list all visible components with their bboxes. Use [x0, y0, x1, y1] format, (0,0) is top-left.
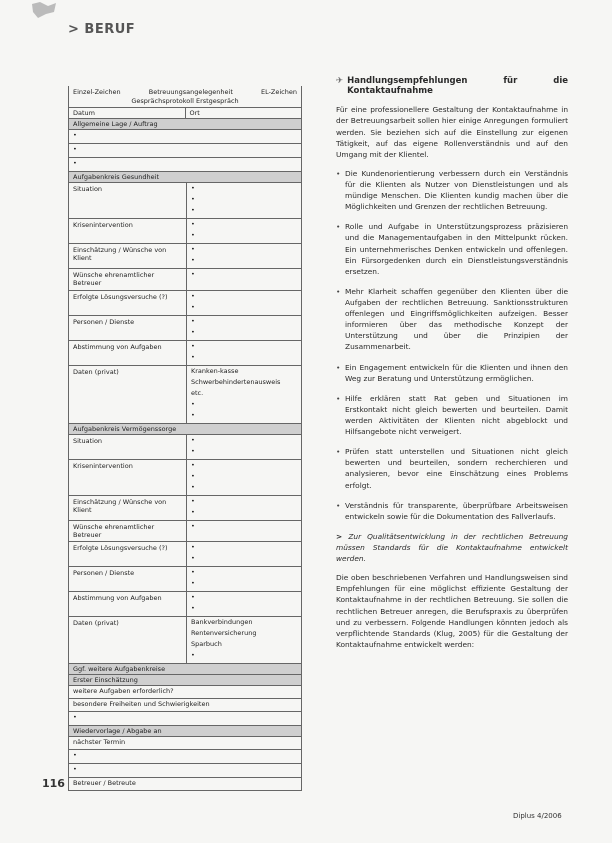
bullet-line: • [191, 553, 195, 562]
bullet-line: • [191, 206, 195, 215]
form-row [69, 592, 301, 617]
row-values [187, 291, 301, 315]
bullet-line: • [69, 158, 301, 172]
plain-line: weitere Aufgaben erforderlich? [69, 686, 301, 699]
row-value: • [191, 399, 195, 408]
form-subtitle: Gesprächsprotokoll Erstgespräch [69, 96, 301, 108]
form-row [69, 366, 301, 424]
bullet-line: • [191, 435, 195, 444]
form-row [69, 183, 301, 219]
article [336, 76, 568, 658]
form-row [69, 435, 301, 460]
bullet-line: • [191, 270, 195, 279]
bullet-line: • [191, 578, 195, 587]
row-values [187, 183, 301, 218]
row-label: Wünsche ehrenamtlicher Betreuer [69, 521, 187, 541]
bullet-line: • [69, 130, 301, 144]
plain-line: Betreuer / Betreute [69, 778, 301, 791]
article-title: Handlungsempfehlungen für die Kontaktaufnahme [347, 76, 568, 97]
section-assets-rows [69, 435, 301, 617]
row-values [187, 366, 301, 423]
row-value: • [191, 650, 195, 659]
row-label: Einschätzung / Wünsche von Klient [69, 496, 187, 520]
row-values [187, 521, 301, 541]
row-label: Abstimmung von Aufgaben [69, 341, 187, 365]
bullet-line: • [191, 245, 195, 254]
recommendation-item: • Prüfen statt unterstellen und Situationen nicht gleich bewerten und beurteilen, sondern recherchieren und analysieren, bevor eine Einschätzung eines Problems erfolgt. [336, 446, 568, 490]
row-value: etc. [191, 388, 204, 397]
bullet-line: • [191, 327, 195, 336]
row-value: Kranken-kasse [191, 366, 239, 375]
row-label: Krisenintervention [69, 460, 187, 495]
row-label: Wünsche ehrenamtlicher Betreuer [69, 269, 187, 289]
row-label: Situation [69, 183, 187, 218]
row-label: Abstimmung von Aufgaben [69, 592, 187, 616]
row-label: Personen / Dienste [69, 316, 187, 340]
bullet-line: • [191, 603, 195, 612]
row-values [187, 316, 301, 340]
form-row [69, 269, 301, 290]
row-label: Personen / Dienste [69, 567, 187, 591]
row-values [187, 496, 301, 520]
row-values [187, 460, 301, 495]
bullet-line: • [69, 764, 301, 778]
bullet-line: • [191, 507, 195, 516]
bullet-line: • [191, 291, 195, 300]
bullet-line: • [191, 184, 195, 193]
row-values [187, 592, 301, 616]
form-row [69, 460, 301, 496]
section-health-band: Aufgabenkreis Gesundheit [69, 172, 301, 183]
row-label: Einschätzung / Wünsche von Klient [69, 244, 187, 268]
recommendation-list [336, 168, 568, 522]
note-text: Zur Qualitätsentwicklung in der rechtlichen Betreuung müssen Standards für die Kontaktaufnahme entwickelt werden. [336, 531, 569, 564]
bullet-line: • [191, 542, 195, 551]
form-row [69, 496, 301, 521]
arrow-icon: > [336, 531, 349, 541]
date-label: Datum [69, 108, 186, 118]
bullet-line: • [69, 750, 301, 764]
row-label: Daten (privat) [69, 366, 187, 423]
bullet-line: • [191, 496, 195, 505]
form-header [69, 86, 301, 96]
form-row [69, 567, 301, 592]
protocol-form [68, 86, 302, 791]
recommendation-item: • Mehr Klarheit schaffen gegenüber den Klienten über die Aufgaben der rechtlichen Betreuung. Sanktionsstrukturen offenlegen und Eingriffsmöglichkeiten aufzeigen. Besser informieren über das methodische Konzept der Unterstützung und über die Prinzipien der Zusammenarbeit. [336, 286, 568, 353]
place-label: Ort [189, 109, 200, 118]
form-head-mid: Betreuungsangelegenheit [148, 88, 233, 96]
row-values [187, 269, 301, 289]
form-row [69, 316, 301, 341]
article-note [336, 531, 568, 564]
recommendation-item: • Verständnis für transparente, überprüfbare Arbeitsweisen entwickeln sowie für die Dokumentation des Fallverlaufs. [336, 500, 568, 522]
bullet-line: • [191, 521, 195, 530]
form-head-left: Einzel-Zeichen [73, 88, 121, 96]
bullet-line: • [191, 460, 195, 469]
bullet-line: • [191, 471, 195, 480]
row-values [187, 341, 301, 365]
article-heading [336, 76, 568, 96]
bullet-line: • [191, 220, 195, 229]
row-value: Schwerbehindertenausweis [191, 377, 281, 386]
form-row [69, 244, 301, 269]
bullet-line: • [191, 567, 195, 576]
form-row [69, 219, 301, 244]
extra-band: Ggf. weitere Aufgabenkreise [69, 664, 301, 675]
bullet-line: • [191, 302, 195, 311]
bullet-line: • [191, 592, 195, 601]
section-health-rows [69, 183, 301, 365]
bullet-line: • [69, 712, 301, 726]
row-label: Daten (privat) [69, 617, 187, 663]
article-closing: Die oben beschriebenen Verfahren und Handlungsweisen sind Empfehlungen für eine möglichst effiziente Gestaltung der Kontaktaufnahme in der rechtlichen Betreuung. Sie sollen die rechtlichen Betreuer anregen, die Berufspraxis zu überprüfen und zu verbessern. Folgende Handlungen könnten jedoch als verpflichtende Standards (Klug, 2005) für die Gestaltung der Kontaktaufnahme entwickelt werden: [336, 573, 568, 649]
bullet-line: • [69, 144, 301, 158]
bullet-line: • [191, 341, 195, 350]
bullet-line: • [191, 256, 195, 265]
recommendation-item: • Die Kundenorientierung verbessern durch ein Verständnis für die Klienten als Nutzer von Dienstleistungen und als mündige Menschen. Die Klienten kundig machen über die Möglichkeiten und Grenzen der rechtlichen Betreuung. [336, 168, 568, 212]
row-value: • [191, 410, 195, 419]
resubmission-band: Wiedervorlage / Abgabe an [69, 726, 301, 737]
row-label: Situation [69, 435, 187, 459]
assessment-band: Erster Einschätzung [69, 675, 301, 686]
section-assets-band: Aufgabenkreis Vermögenssorge [69, 424, 301, 435]
bullet-line: • [191, 195, 195, 204]
row-values [187, 244, 301, 268]
page-number: 116 [42, 777, 65, 790]
form-row [69, 291, 301, 316]
bullet-line: • [191, 316, 195, 325]
recommendation-item: • Hilfe erklären statt Rat geben und Situationen im Erstkontakt nicht gleich bewerten und beurteilen. Damit werden Aktivitäten der Klienten nicht abgeblockt und Hilfsangebote nicht verweigert. [336, 393, 568, 437]
date-place-row [69, 108, 301, 119]
row-values [187, 542, 301, 566]
row-values [187, 435, 301, 459]
bullet-line: • [191, 231, 195, 240]
plain-line: nächster Termin [69, 737, 301, 750]
row-value: Bankverbindungen [191, 617, 253, 626]
row-label: Erfolgte Lösungsversuche (?) [69, 291, 187, 315]
bullet-line: • [191, 482, 195, 491]
row-values [187, 219, 301, 243]
bullet-line: • [191, 352, 195, 361]
form-head-right: EL-Zeichen [260, 88, 297, 96]
journal-issue: Diplus 4/2006 [513, 812, 562, 820]
bullet-line: • [191, 446, 195, 455]
row-values [187, 567, 301, 591]
form-row [69, 542, 301, 567]
section-title: > BERUF [68, 22, 136, 37]
row-value: Rentenversicherung [191, 628, 257, 637]
row-value: Sparbuch [191, 639, 222, 648]
recommendation-item: • Rolle und Aufgabe in Unterstützungsprozess präzisieren und die Managementaufgaben in den Mittelpunkt rücken. Ein unternehmerisches Denken entwickeln und offenlegen. Ein Fürsorgedenken durch ein Dienstleistungsverständnis ersetzen. [336, 221, 568, 277]
form-row [69, 341, 301, 366]
pin-icon: ✈ [336, 76, 344, 86]
recommendation-item: • Ein Engagement entwickeln für die Klienten und ihnen den Weg zur Beratung und Unterstützung ermöglichen. [336, 362, 568, 384]
row-label: Krisenintervention [69, 219, 187, 243]
row-values [187, 617, 301, 663]
article-intro: Für eine professionellere Gestaltung der Kontaktaufnahme in der Betreuungsarbeit sollen hier einige Anregungen formuliert werden. Sie beziehen sich auf die Einstellung zur eigenen Tätigkeit, auf das eigene Rollenverständnis und auf den Umgang mit der Klientel. [336, 105, 568, 159]
form-row [69, 617, 301, 664]
general-band: Allgemeine Lage / Auftrag [69, 119, 301, 130]
plain-line: besondere Freiheiten und Schwierigkeiten [69, 699, 301, 712]
form-row [69, 521, 301, 542]
row-label: Erfolgte Lösungsversuche (?) [69, 542, 187, 566]
corner-ornament-icon [30, 0, 60, 22]
